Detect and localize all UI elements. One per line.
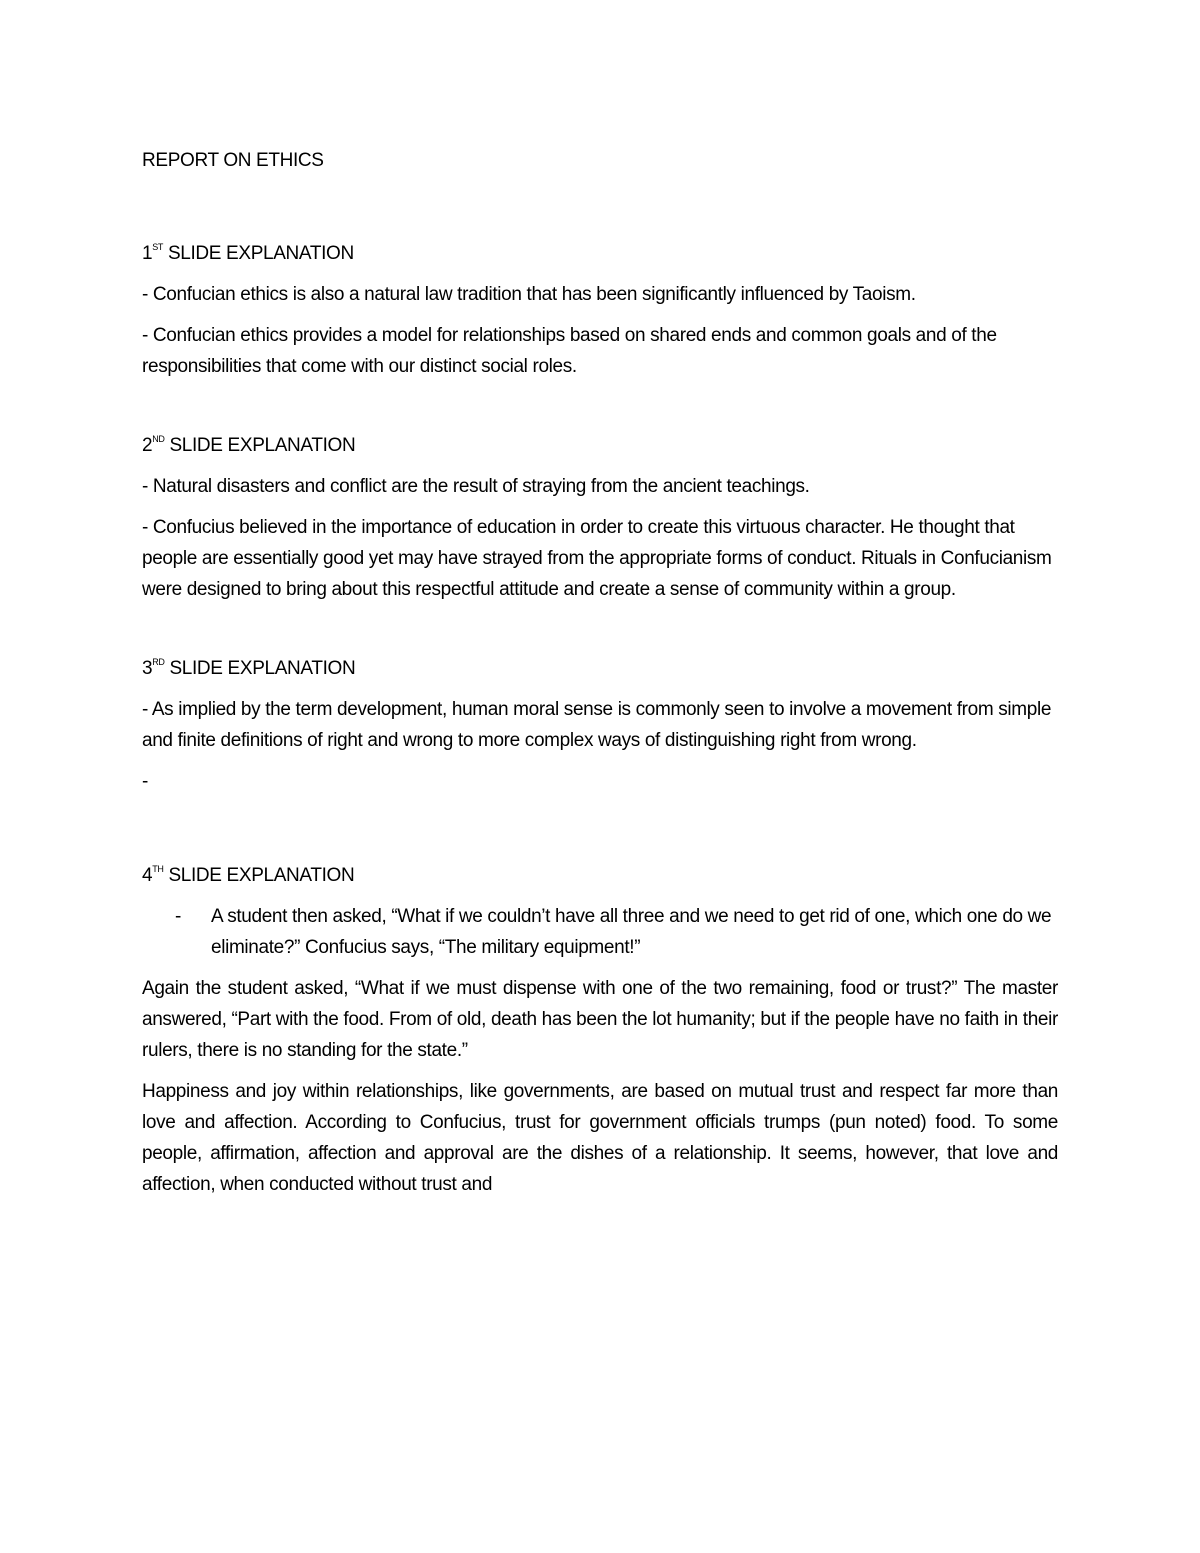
section-heading-3	[142, 653, 1058, 684]
heading-label: SLIDE EXPLANATION	[163, 865, 355, 886]
empty-bullet: -	[142, 771, 148, 792]
heading-label: SLIDE EXPLANATION	[164, 658, 356, 679]
heading-label: SLIDE EXPLANATION	[164, 435, 356, 456]
section-heading-4	[142, 860, 1058, 891]
section-heading-2	[142, 430, 1058, 461]
document-body	[142, 145, 1058, 1210]
list-marker: -	[175, 906, 181, 927]
heading-ordinal: ST	[152, 242, 164, 252]
heading-ordinal: ND	[152, 434, 165, 444]
list-item	[142, 901, 1058, 963]
paragraph: - Natural disasters and conflict are the result of straying from the ancient teachings.	[142, 476, 810, 497]
document-title: REPORT ON ETHICS	[142, 150, 324, 171]
paragraph: Happiness and joy within relationships, like governments, are based on mutual trust and respect far more than love and affection. According to Confucius, trust for government officials trumps (pun noted) food. To some people, affirmation, affection and approval are the dishes of a relationship. It seems, however, that love and affection, when conducted without trust and	[142, 1081, 1058, 1195]
heading-number: 4	[142, 865, 153, 886]
heading-number: 1	[142, 243, 153, 264]
heading-number: 3	[142, 658, 153, 679]
section-heading-1	[142, 238, 1058, 269]
paragraph: - Confucian ethics is also a natural law tradition that has been significantly influenced by Taoism.	[142, 284, 916, 305]
paragraph: - Confucian ethics provides a model for relationships based on shared ends and common goals and of the responsibilities that come with our distinct social roles.	[142, 325, 997, 377]
heading-ordinal: TH	[152, 864, 164, 874]
paragraph: - As implied by the term development, human moral sense is commonly seen to involve a movement from simple and finite definitions of right and wrong to more complex ways of distinguishing right from wrong.	[142, 699, 1052, 751]
list-item-text: A student then asked, “What if we couldn’t have all three and we need to get rid of one, which one do we eliminate?” Confucius says, “The military equipment!”	[211, 906, 1052, 958]
heading-number: 2	[142, 435, 153, 456]
paragraph: - Confucius believed in the importance of education in order to create this virtuous character. He thought that people are essentially good yet may have strayed from the appropriate forms of conduct. Rituals in Confucianism were designed to bring about this respectful attitude and create a sense of community within a group.	[142, 517, 1052, 600]
heading-ordinal: RD	[152, 657, 165, 667]
paragraph: Again the student asked, “What if we must dispense with one of the two remaining, food or trust?” The master answered, “Part with the food. From of old, death has been the lot humanity; but if the people have no faith in their rulers, there is no standing for the state.”	[142, 978, 1058, 1061]
heading-label: SLIDE EXPLANATION	[163, 243, 354, 264]
